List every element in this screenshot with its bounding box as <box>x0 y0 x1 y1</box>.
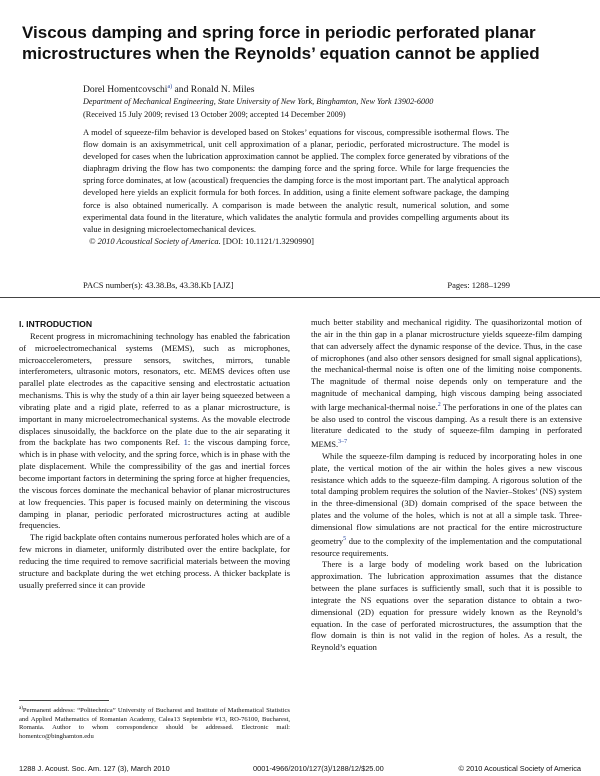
intro-paragraph-5: There is a large body of modeling work based on the lubrication approximation. The lubrication approximation assumes that the distance between the plane surfaces is sufficiently small, such that it is possible to integrate the NS equations over the separation distance to obtain a two-dimensional (2D) equation for pressure widely known as the Reynold’s equation. In the case of perforated microstructures, the assumption that the flow domain is thin is not valid in the region of holes. As a result, the Reynold’s equation <box>311 559 582 653</box>
ref-link[interactable]: 5 <box>343 535 347 542</box>
ref-link[interactable]: 1 <box>183 437 188 448</box>
ref-link[interactable]: 3–7 <box>338 439 348 446</box>
footer-issn: 0001-4966/2010/127(3)/1288/12/$25.00 <box>253 764 384 773</box>
section-heading: I. INTRODUCTION <box>19 319 93 329</box>
footer-copyright: © 2010 Acoustical Society of America <box>458 764 581 773</box>
abstract-text: A model of squeeze-film behavior is developed based on Stokes’ equations for viscous, compressible isothermal flows. The flow domain is an axisymmetrical, unit cell approximation of a planar, periodic, perforated microstructure. The model is developed for cases when the lubrication approximation cannot be applied. The complex force generated by vibrations of the diaphragm driving the flow has two components: the damping force and the spring force. While for large frequencies the spring force dominates, at low (acoustical) frequencies the damping force is the most important part. The analytical approach developed here yields an explicit formula for both forces. In addition, using a finite element software package, the damping force is also obtained numerically. A comparison is made between the analytic result, numerical solution, and some experimental data found in the literature, which validates the analytic formula and provides compelling arguments about its value in designing microelectomechanical devices. <box>83 127 509 234</box>
intro-paragraph-3: much better stability and mechanical rigidity. The quasihorizontal motion of the air in the thin gap in a planar microstructure yields squeeze-film damping that can adversely affect the dynamic response of the device. Thus, in the case of microphones (and also other sensors designed for small signal applications), the mechanical-thermal noise is often one of the limiting noise components. The magnitude of thermal noise depends only on temperature and the magnitude of mechanical damping, high viscous damping being associated with large mechanical-thermal noise.$^2$ The perforations in one of the plates can be also used to control the viscous damping. As a result there is an extensive literature dedicated to the study of squeeze-film damping in perforated MEMS.$^{3-7}$ <box>311 317 582 450</box>
footnote: $^{a)}$Permanent address: “Politechnica” University of Bucharest and Institute of Mathematical Statistics and Applied Mathematics of Romanian Academy, Calea13 Septembrie #13, RO-76100, Bucharest, Romania. Author to whom correspondence should be addressed. Electronic mail: homentco@binghamton.edu <box>19 706 290 740</box>
footnote-divider <box>19 700 109 701</box>
right-column <box>311 317 582 654</box>
abstract-copyright: © 2010 Acoustical Society of America. <box>89 235 221 246</box>
intro-paragraph-4: While the squeeze-film damping is reduced by incorporating holes in one plate, the vertical motion of the air within the holes gives a new viscous resistance which adds to the squeeze-film damping. A rigorous solution of the total damping problem requires the solution of the Navier–Stokes’ (NS) system in the three-dimensional (3D) domain comprised of the space between the plates and the volume of the holes, which is not at all a simple task. Three-dimensional flow simulations are not practical for the entire microstructure geometry$^5$ due to the complexity of the implementation and the computational resource requirements. <box>311 450 582 558</box>
left-column <box>19 319 290 591</box>
affiliation: Department of Mechanical Engineering, State University of New York, Binghamton, New York 13902-6000 <box>83 97 434 106</box>
intro-paragraph-1: Recent progress in micromachining technology has enabled the fabrication of microelectromechanical systems (MEMS), such as microphones, microaccelerometers, pressure sensors, switches, mirrors, tunable interferometers, ultrasonic motors, resonators, etc. MEMS devices often use parallel plate electrodes as the capacitive sensing and electrostatic actuation mechanisms. This is why the study of a thin air layer being squeezed between a vibrating plate and a rigid plate, referred to as a planar microstructure, is important in many microelectromechanical systems. As the movable electrode displaces sinusoidally, the backforce on the plate due to the air separating it from the backplate has two components Ref. 1: the viscous damping force, which is in phase with velocity, and the spring force, which is in phase with the plate displacement. While the compressibility of the gas and inertial forces become important factors in determining the spring force at higher frequencies, the viscous forces dominate the mechanical behavior of planar microstructures at low frequencies. This paper is focused mainly on determining the viscous damping in planar, periodic perforated microstructures acting at audible frequencies. <box>19 330 290 531</box>
footer-journal: 1288 J. Acoust. Soc. Am. 127 (3), March 2010 <box>19 764 170 773</box>
footnote-mark: a) <box>19 706 23 711</box>
author-homentcovschi: Dorel Homentcovschi <box>83 84 168 96</box>
received-dates: (Received 15 July 2009; revised 13 October 2009; accepted 14 December 2009) <box>83 110 346 119</box>
header-divider <box>0 297 600 298</box>
pacs-numbers: PACS number(s): 43.38.Bs, 43.38.Kb [AJZ] <box>83 280 234 290</box>
paper-title: Viscous damping and spring force in periodic perforated planar microstructures when the Reynolds’ equation cannot be applied <box>22 23 540 63</box>
footnote-mark-link[interactable]: a) <box>167 84 173 90</box>
page-range: Pages: 1288–1299 <box>447 280 510 290</box>
abstract <box>83 126 509 247</box>
doi[interactable]: [DOI: 10.1121/1.3290990] <box>222 235 314 246</box>
intro-paragraph-2: The rigid backplate often contains numerous perforated holes which are of a few microns in diameter, uniformly distributed over the entire backplate, for reducing the time required to remove sacrificial materials between the moving structure and backplate during the wet etching process. A thicker backplate is usually preferred since it can provide <box>19 532 290 590</box>
ref-link[interactable]: 2 <box>437 401 441 408</box>
author-line <box>83 84 255 95</box>
author-joiner: and <box>172 84 191 96</box>
author-miles: Ronald N. Miles <box>190 84 255 96</box>
